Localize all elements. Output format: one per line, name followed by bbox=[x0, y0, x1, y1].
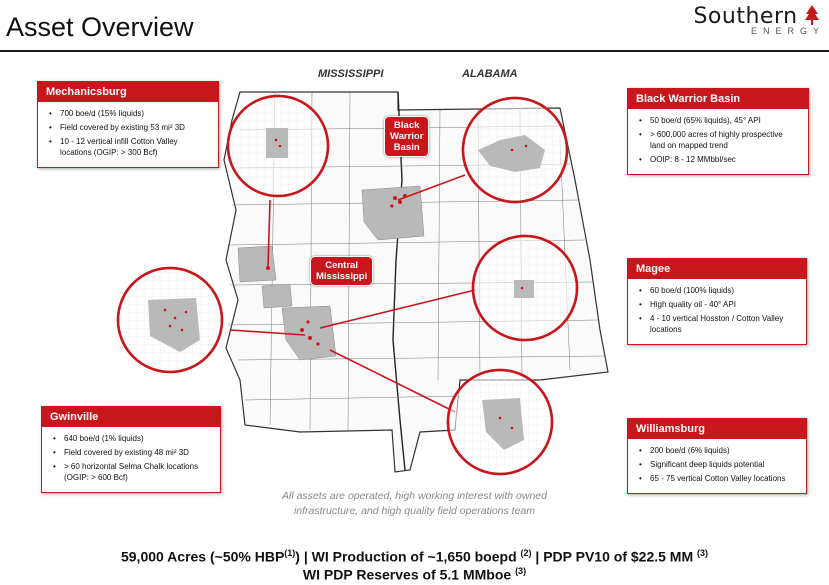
summary-footnote-ref: (3) bbox=[515, 566, 527, 576]
state-label-mississippi: MISSISSIPPI bbox=[318, 68, 384, 80]
callout-black-warrior-basin bbox=[627, 88, 809, 175]
pill-central-mississippi bbox=[310, 256, 373, 286]
callout-item: • OOIP: 8 - 12 MMbbl/sec bbox=[650, 154, 800, 165]
callout-item: • > 600,000 acres of highly prospective land on mapped trend bbox=[650, 129, 800, 151]
zoom-gwinville bbox=[118, 268, 222, 372]
callout-item: • 65 - 75 vertical Cotton Valley locations bbox=[650, 473, 798, 484]
logo-subtitle: ENERGY bbox=[750, 26, 825, 36]
pill-line: Mississippi bbox=[316, 271, 368, 282]
pill-line: Warrior bbox=[390, 131, 424, 142]
callout-item: • > 60 horizontal Selma Chalk locations (OGIP: > 600 Bcf) bbox=[64, 461, 212, 483]
zoom-mechanicsburg bbox=[228, 96, 328, 196]
page-title: Asset Overview bbox=[6, 12, 194, 42]
callout-item: • 700 boe/d (15% liquids) bbox=[60, 108, 210, 119]
tree-icon bbox=[805, 5, 819, 25]
callout-title: Mechanicsburg bbox=[38, 82, 218, 102]
pill-black-warrior-basin bbox=[384, 116, 429, 157]
summary-text: ) | WI Production of ~1,650 boepd bbox=[295, 548, 521, 565]
callout-item: • 60 boe/d (100% liquids) bbox=[650, 285, 798, 296]
callout-title: Gwinville bbox=[42, 407, 220, 427]
footnote-line: infrastructure, and high quality field operations team bbox=[293, 505, 536, 517]
zoom-black-warrior bbox=[463, 98, 567, 202]
title-divider bbox=[0, 50, 829, 52]
callout-item: • Significant deep liquids potential bbox=[650, 459, 798, 470]
summary-footnote-ref: (2) bbox=[520, 548, 532, 558]
zoom-williamsburg bbox=[448, 370, 552, 474]
summary-line-1 bbox=[0, 548, 829, 565]
summary-footnote-ref: (3) bbox=[697, 548, 709, 558]
callout-gwinville bbox=[41, 406, 221, 493]
callout-item: • 200 boe/d (6% liquids) bbox=[650, 445, 798, 456]
callout-item: • Field covered by existing 53 mi² 3D bbox=[60, 122, 210, 133]
callout-title: Williamsburg bbox=[628, 419, 806, 439]
callout-item: • Field covered by existing 48 mi² 3D bbox=[64, 447, 212, 458]
summary-footnote-ref: (1) bbox=[284, 548, 296, 558]
summary-text: | PDP PV10 of $22.5 MM bbox=[531, 548, 698, 565]
footnote-line: All assets are operated, high working interest with owned bbox=[282, 490, 547, 502]
pill-line: Basin bbox=[393, 142, 420, 153]
callout-title: Black Warrior Basin bbox=[628, 89, 808, 109]
summary-text: WI PDP Reserves of 5.1 MMboe bbox=[302, 566, 516, 583]
callout-item: • High quality oil - 40° API bbox=[650, 299, 798, 310]
pill-line: Central bbox=[325, 260, 358, 271]
callout-williamsburg bbox=[627, 418, 807, 494]
pill-line: Black bbox=[394, 120, 420, 131]
summary-text: 59,000 Acres (~50% HBP bbox=[120, 548, 285, 565]
logo-wordmark: Southern bbox=[693, 4, 798, 29]
callout-magee bbox=[627, 258, 807, 345]
callout-item: • 4 - 10 vertical Hosston / Cotton Valley locations bbox=[650, 313, 798, 335]
callout-title: Magee bbox=[628, 259, 806, 279]
callout-item: • 50 boe/d (65% liquids), 45° API bbox=[650, 115, 800, 126]
zoom-magee bbox=[473, 236, 577, 340]
summary-line-2 bbox=[0, 566, 829, 583]
map-footnote bbox=[0, 489, 829, 519]
callout-item: • 640 boe/d (1% liquids) bbox=[64, 433, 212, 444]
state-label-alabama: ALABAMA bbox=[462, 68, 518, 80]
company-logo bbox=[693, 4, 825, 36]
callout-mechanicsburg bbox=[37, 81, 219, 168]
callout-item: • 10 - 12 vertical infill Cotton Valley locations (OGIP: > 300 Bcf) bbox=[60, 136, 210, 158]
